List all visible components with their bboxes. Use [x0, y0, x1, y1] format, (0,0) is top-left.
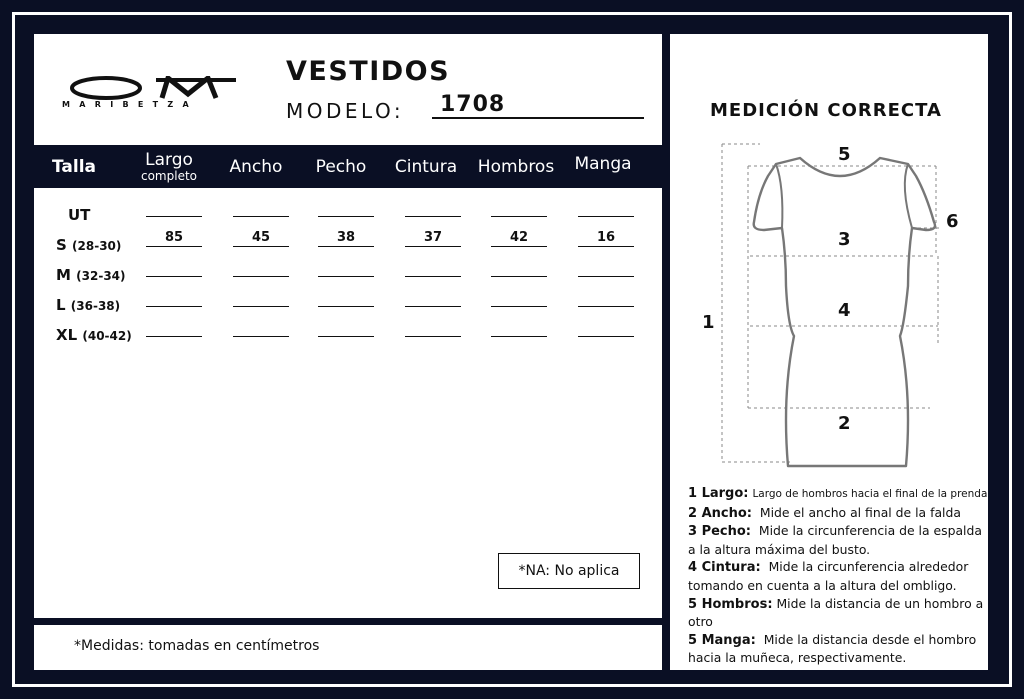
cell-hombros: 42: [491, 229, 547, 247]
size-range: (40-42): [82, 329, 132, 343]
modelo-underline: [432, 117, 644, 119]
header-ancho: Ancho: [229, 156, 283, 177]
cell-pecho: [318, 259, 374, 277]
page-title: VESTIDOS: [286, 56, 451, 87]
size-label: [68, 206, 90, 224]
brand-logo: [70, 76, 240, 100]
cell-ancho: [233, 319, 289, 337]
instruction-item: 3 Pecho: Mide la circunferencia de la espalda a la altura máxima del busto.: [688, 523, 982, 557]
cell-cintura: [405, 319, 461, 337]
size-code: S: [56, 236, 67, 254]
modelo-value: 1708: [440, 92, 506, 117]
cell-pecho: [318, 319, 374, 337]
cell-largo: [146, 259, 202, 277]
cell-ancho: 45: [233, 229, 289, 247]
cell-largo: [146, 199, 202, 217]
cell-hombros: [491, 289, 547, 307]
size-code: UT: [68, 206, 91, 224]
diagram-label-2: 2: [838, 413, 851, 434]
measurement-title: MEDICIÓN CORRECTA: [710, 100, 942, 121]
modelo-label: MODELO:: [286, 99, 405, 123]
cell-cintura: 37: [405, 229, 461, 247]
instruction-item: 1 Largo: Largo de hombros hacia el final de la prenda: [688, 486, 988, 501]
instruction-item: 5 Hombros: Mide la distancia de un hombro a otro: [688, 595, 984, 630]
size-code: L: [56, 296, 66, 314]
header-largo: [134, 145, 204, 188]
cell-hombros: [491, 199, 547, 217]
instruction-item: 5 Manga: Mide la distancia desde el hombro hacia la muñeca, respectivamente.: [688, 631, 977, 666]
diagram-label-6: 6: [946, 211, 959, 232]
cell-largo: [146, 289, 202, 307]
cell-largo: [146, 319, 202, 337]
brand-subtext: MARIBETZA: [62, 100, 199, 109]
instruction-item: 4 Cintura: Mide la circunferencia alrededor tomando en cuenta a la altura del ombligo.: [688, 559, 969, 593]
cell-manga: [578, 259, 634, 277]
cell-manga: [578, 319, 634, 337]
cell-cintura: [405, 199, 461, 217]
size-label: [56, 266, 126, 284]
cell-pecho: [318, 199, 374, 217]
cell-hombros: [491, 259, 547, 277]
cell-ancho: [233, 199, 289, 217]
cell-cintura: [405, 289, 461, 307]
cell-ancho: [233, 259, 289, 277]
cell-manga: 16: [578, 229, 634, 247]
diagram-label-1: 1: [702, 312, 715, 333]
cell-pecho: 38: [318, 229, 374, 247]
cell-pecho: [318, 289, 374, 307]
size-label: [56, 236, 121, 254]
size-range: (28-30): [72, 239, 122, 253]
header-hombros: Hombros: [477, 156, 555, 177]
diagram-label-3: 3: [838, 229, 851, 250]
cell-largo: 85: [146, 229, 202, 247]
diagram-label-5: 5: [838, 144, 851, 165]
cell-manga: [578, 199, 634, 217]
header-largo-label: Largo: [145, 150, 193, 170]
size-label: [56, 296, 120, 314]
header-talla: Talla: [52, 156, 97, 177]
measurement-instructions: [688, 484, 988, 667]
size-code: XL: [56, 326, 78, 344]
cell-manga: [578, 289, 634, 307]
cell-ancho: [233, 289, 289, 307]
diagram-label-4: 4: [838, 300, 851, 321]
instruction-item: 2 Ancho: Mide el ancho al final de la falda: [688, 504, 961, 521]
header-manga: Manga: [574, 154, 632, 174]
header-cintura: Cintura: [394, 156, 458, 177]
header-pecho: Pecho: [315, 156, 367, 177]
table-header: [34, 145, 662, 188]
cell-cintura: [405, 259, 461, 277]
size-range: (32-34): [76, 269, 126, 283]
na-note: *NA: No aplica: [498, 553, 640, 589]
cell-hombros: [491, 319, 547, 337]
size-label: [56, 326, 132, 344]
header-largo-sublabel: completo: [140, 169, 197, 183]
footer-note: *Medidas: tomadas en centímetros: [74, 638, 320, 654]
size-range: (36-38): [70, 299, 121, 313]
size-code: M: [56, 266, 71, 284]
